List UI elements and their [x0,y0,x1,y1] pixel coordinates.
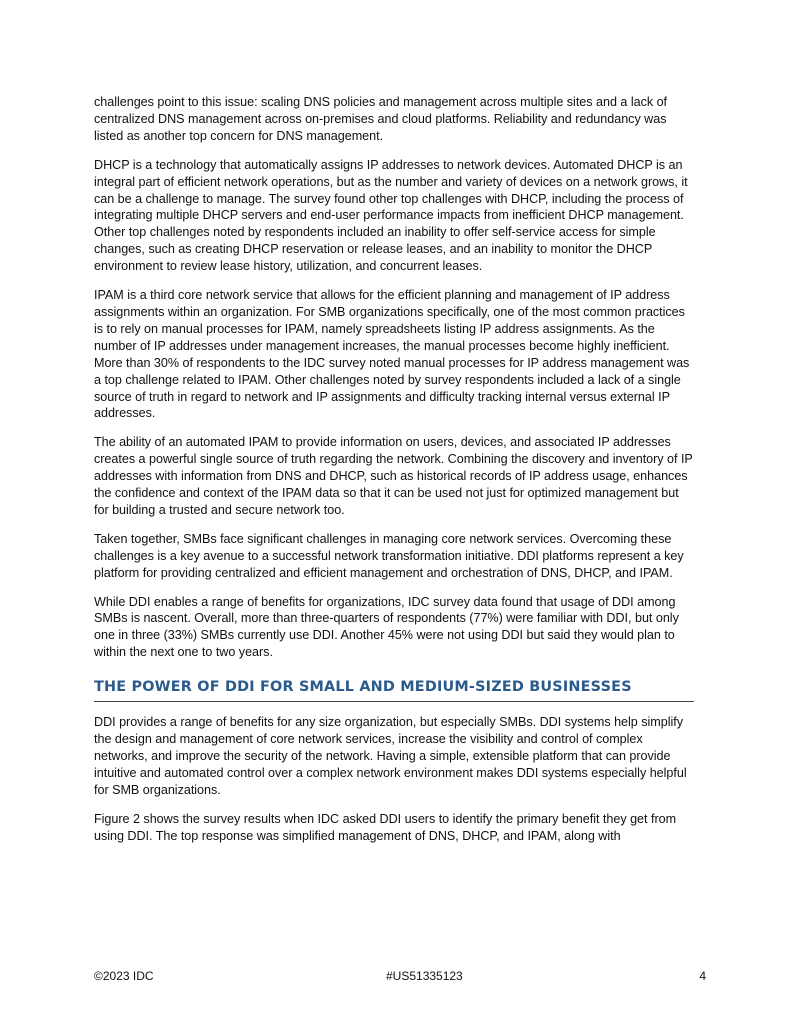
body-paragraph: IPAM is a third core network service that allows for the efficient planning and management of IP address assignments within an organization. For SMB organizations specifically, one of the most common practices is to rely on manual processes for IPAM, namely spreadsheets listing IP address assignments. As the number of IP addresses under management increases, the manual processes become highly inefficient. More than 30% of respondents to the IDC survey noted manual processes for IP address management was a top challenge related to IPAM. Other challenges noted by survey respondents included a lack of a single source of truth in regard to network and IP assignments and difficulty tracking internal versus external IP addresses. [94,288,690,421]
body-paragraph: Figure 2 shows the survey results when IDC asked DDI users to identify the primary benefit they get from using DDI. The top response was simplified management of DNS, DHCP, and IPAM, along with [94,811,677,843]
body-paragraph: DDI provides a range of benefits for any size organization, but especially SMBs. DDI systems help simplify the design and management of core network services, increase the visibility and control of complex networks, and improve the security of the network. Having a simple, extensible platform that can provide intuitive and automated control over a complex network environment makes DDI systems especially helpful for SMB organizations. [94,715,687,797]
footer-copyright: ©2023 IDC [94,969,154,983]
body-paragraph: Taken together, SMBs face significant challenges in managing core network services. Overcoming these challenges is a key avenue to a successful network transformation initiative. DDI platforms represent a key platform for providing centralized and efficient management and orchestration of DNS, DHCP, and IPAM. [94,531,684,580]
body-paragraph: The ability of an automated IPAM to provide information on users, devices, and associated IP addresses creates a powerful single source of truth regarding the network. Combining the discovery and inventory of IP addresses with information from DNS and DHCP, such as historical records of IP address usage, enhances the confidence and context of the IPAM data so that it can be used not just for optimized management but for building a trusted and secure network too. [94,435,693,517]
section-divider [94,701,694,702]
footer-document-id: #US51335123 [386,969,463,983]
footer-page-number: 4 [699,969,706,983]
body-paragraph: DHCP is a technology that automatically assigns IP addresses to network devices. Automated DHCP is an integral part of efficient network operations, but as the number and variety of devices on a network grows, it can be a challenge to manage. The survey found other top challenges with DHCP, including the process of integrating multiple DHCP servers and end-user performance impacts from inefficient DHCP management. Other top challenges noted by respondents included an inability to offer self-service access for simple changes, such as creating DHCP reservation or release leases, and an inability to monitor the DHCP environment to review lease history, utilization, and concurrent leases. [94,157,688,274]
page-content [94,94,694,857]
body-paragraph: While DDI enables a range of benefits for organizations, IDC survey data found that usage of DDI among SMBs is nascent. Overall, more than three-quarters of respondents (77%) were familiar with DDI, but only one in three (33%) SMBs currently use DDI. Another 45% were not using DDI but said they would plan to within the next one to two years. [94,594,679,660]
section-heading: THE POWER OF DDI FOR SMALL AND MEDIUM-SIZED BUSINESSES [94,679,632,696]
body-paragraph: challenges point to this issue: scaling DNS policies and management across multiple sites and a lack of centralized DNS management across on-premises and cloud platforms. Reliability and redundancy was listed as another top concern for DNS management. [94,95,668,143]
